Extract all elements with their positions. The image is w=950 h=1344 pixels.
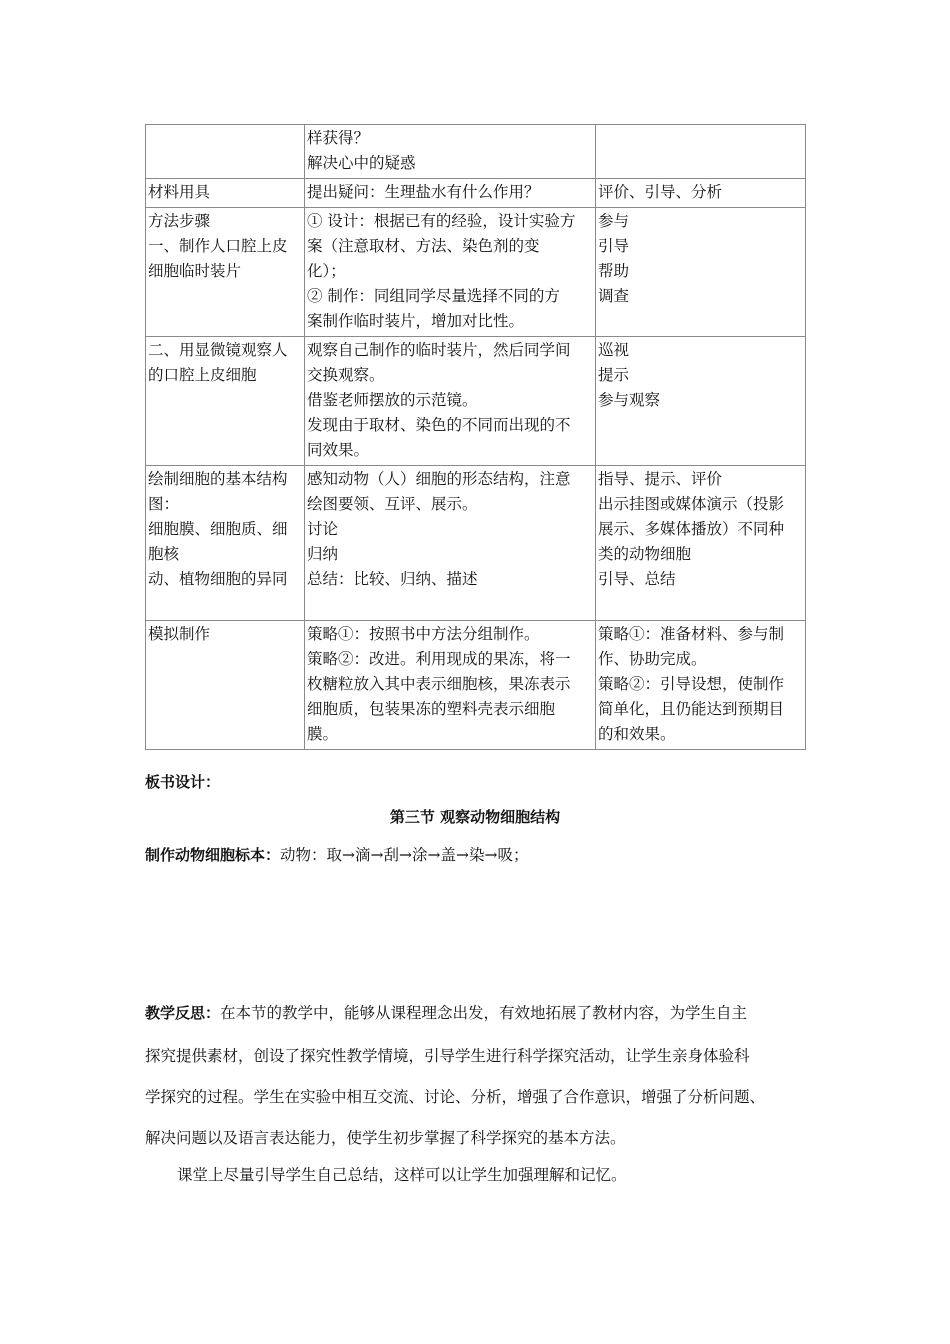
reflection-line-4: 解决问题以及语言表达能力，使学生初步掌握了科学探究的基本方法。 (145, 1129, 626, 1147)
cell-line: 绘图要领、互评、展示。 (307, 495, 478, 513)
reflection-label: 教学反思： (145, 1004, 221, 1022)
cell-line: 帮助 (598, 262, 630, 280)
cell-line: 评价、引导、分析 (598, 183, 723, 201)
cell-line: ① 设计：根据已有的经验，设计实验方 (307, 212, 576, 230)
section-title: 第三节 观察动物细胞结构 (389, 808, 561, 826)
cell-line: 出示挂图或媒体演示（投影 (598, 495, 785, 513)
table-cell (596, 208, 806, 337)
cell-line: 解决心中的疑惑 (307, 154, 416, 172)
table-cell (146, 125, 305, 179)
cell-line: 细胞质，包装果冻的塑料壳表示细胞 (307, 700, 556, 718)
cell-line: 的和效果。 (598, 725, 676, 743)
cell-line: 策略②：引导设想，使制作 (598, 675, 785, 693)
cell-line: 展示、多媒体播放）不同种 (598, 520, 785, 538)
cell-line: 观察自己制作的临时装片，然后同学间 (307, 341, 571, 359)
cell-line: 归纳 (307, 545, 339, 563)
cell-line: ② 制作：同组同学尽量选择不同的方 (307, 287, 560, 305)
table-cell (305, 125, 596, 179)
lesson-table (145, 124, 806, 750)
cell-line: 二、用显微镜观察人 (148, 341, 288, 359)
table-cell (146, 466, 305, 621)
table-row (146, 621, 806, 750)
cell-line: 化）； (307, 262, 346, 280)
cell-line: 巡视 (598, 341, 630, 359)
cell-line: 作、协助完成。 (598, 650, 707, 668)
table-cell (596, 125, 806, 179)
cell-line: 的口腔上皮细胞 (148, 366, 257, 384)
table-cell (305, 621, 596, 750)
cell-line: 材料用具 (148, 183, 211, 201)
table-cell (146, 621, 305, 750)
cell-line: 案（注意取材、方法、染色剂的变 (307, 237, 540, 255)
table-row (146, 125, 806, 179)
cell-line: 参与观察 (598, 391, 661, 409)
table-cell (305, 466, 596, 621)
table-cell (596, 466, 806, 621)
cell-line: 参与 (598, 212, 630, 230)
table-cell (305, 179, 596, 208)
cell-line: 提示 (598, 366, 630, 384)
cell-line: 简单化，且仍能达到预期目 (598, 700, 785, 718)
reflection-line-2: 探究提供素材，创设了探究性教学情境，引导学生进行科学探究活动，让学生亲身体验科 (145, 1047, 750, 1065)
cell-line: 绘制细胞的基本结构 (148, 470, 288, 488)
lesson-table-body (146, 125, 806, 750)
cell-line: 策略②：改进。利用现成的果冻，将一 (307, 650, 571, 668)
cell-line: 感知动物（人）细胞的形态结构，注意 (307, 470, 571, 488)
cell-line: 胞核 (148, 545, 180, 563)
cell-line: 类的动物细胞 (598, 545, 692, 563)
cell-line: 策略①：按照书中方法分组制作。 (307, 625, 540, 643)
cell-line: 枚糖粒放入其中表示细胞核，果冻表示 (307, 675, 571, 693)
table-row (146, 179, 806, 208)
table-cell (596, 621, 806, 750)
table-cell (146, 337, 305, 466)
cell-line: 图： (148, 495, 180, 513)
table-row (146, 337, 806, 466)
cell-line: 交换观察。 (307, 366, 385, 384)
cell-line: 一、制作人口腔上皮 (148, 237, 288, 255)
table-cell (596, 179, 806, 208)
cell-line: 讨论 (307, 520, 339, 538)
cell-line: 借鉴老师摆放的示范镜。 (307, 391, 478, 409)
cell-line: 方法步骤 (148, 212, 211, 230)
cell-line: 模拟制作 (148, 625, 211, 643)
cell-line: 细胞临时装片 (148, 262, 242, 280)
cell-line: 引导 (598, 237, 630, 255)
cell-line: 同效果。 (307, 441, 370, 459)
reflection-text-1: 在本节的教学中，能够从课程理念出发，有效地拓展了教材内容，为学生自主 (220, 1004, 748, 1022)
cell-line: 膜。 (307, 725, 339, 743)
specimen-steps: 动物：取→滴→刮→涂→盖→染→吸； (280, 846, 529, 864)
cell-line: 发现由于取材、染色的不同而出现的不 (307, 416, 571, 434)
cell-line: 调查 (598, 287, 630, 305)
board-design-heading: 板书设计： (145, 773, 221, 791)
cell-line: 指导、提示、评价 (598, 470, 723, 488)
table-row (146, 466, 806, 621)
reflection-closing: 课堂上尽量引导学生自己总结，这样可以让学生加强理解和记忆。 (177, 1166, 627, 1184)
cell-line: 策略①：准备材料、参与制 (598, 625, 785, 643)
cell-line: 引导、总结 (598, 570, 676, 588)
table-cell (305, 337, 596, 466)
cell-line: 细胞膜、细胞质、细 (148, 520, 288, 538)
table-cell (146, 208, 305, 337)
table-cell (596, 337, 806, 466)
table-cell (146, 179, 305, 208)
specimen-steps-line (145, 843, 810, 865)
table-cell (305, 208, 596, 337)
table-row (146, 208, 806, 337)
cell-line: 总结：比较、归纳、描述 (307, 570, 478, 588)
reflection-line-3: 学探究的过程。学生在实验中相互交流、讨论、分析，增强了合作意识，增强了分析问题、 (145, 1088, 766, 1106)
cell-line: 样获得？ (307, 129, 370, 147)
cell-line: 案制作临时装片，增加对比性。 (307, 312, 525, 330)
reflection-line-1 (145, 1001, 810, 1023)
cell-line: 动、植物细胞的异同 (148, 570, 288, 588)
cell-line: 提出疑问：生理盐水有什么作用？ (307, 183, 540, 201)
specimen-label: 制作动物细胞标本： (145, 846, 281, 864)
